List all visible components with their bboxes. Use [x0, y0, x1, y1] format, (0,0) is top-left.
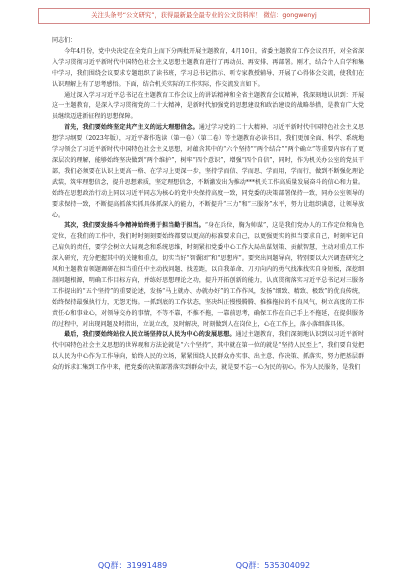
- paragraph: 最后，我们要始终站位人民立场坚持以人民为中心的发展思想。通过主题教育，我们深刻地认识到以习近平新时代中国特色社会主义思想的世界观和方法论就是“六个坚持”，其中就在第一位的就是“坚持人民至上”，我们要自觉把以人民为中心作为工作导向，始终人民的立场，紧紧围绕人民群众办实事、出主意、作决策、抓落实，努力把基层群众的诉求汇集到工作中来，把党委的决策部署落实到群众中去，就是要不忘一心为民的初心。作为人民服务，是我们: [52, 331, 365, 372]
- paragraph: 其次，我们要发扬斗争精神始终勇于担当勤于担当。“身在兵位，胸为帅谋”，这是我们党办人的工作定位和角色定位，在我们的工作中，我们时时刻刻要始终都要以更高的标准要求自己，以更强更实的担当要求自己，时刻牢记自己肩负的责任，要学会树立大局观念和系统思维，时刻紧扣党委中心工作大局出谋划策、贡献智慧，主动对重点工作深入研究，充分把握其中的关键和重点，切实当好“智囊团”和“思想库”。要突出问题导向，特别要以大兴调查研究之风和主题教育领题调研在担当重任中主动找问题、找差距，以自我革命、刀刃向内的勇气找准找实自身短板，深挖细剖问题根源，明确工作目标方向，并练好思想理论之功，提升开拓创新的能力，认真贯彻落实习近平总书记对三服务工作提出的“五个坚持”的重要论述，发扬“马上就办、办就办好”的工作作风，发扬“细致、精致、极致”的优良传统，始终保持最强执行力，无怨无悔。一抓到底的工作状态，坚决纠正慢慢腾腾、推推拖拉的不良风气，树立高度的工作责任心和事业心，对领导交办的事情，不等不靠，不推不拖，一靠前思考，确保工作在自己手上不拖延，在提供服务的过程中，对出现问题及时指出，立说立改，及时解决，时刻做到人在岗位上，心在工作上，落小落细落具体。: [52, 222, 365, 328]
- qq-group-label-2: QQ群：535304092: [235, 561, 311, 570]
- paragraph: 首先，我们要始终坚定共产主义的远大理想信念。通过学习党的二十大精神、习近平新时代中国特色社会主义思想学习纲要（2023年版），习近平著作选读（第一卷）（第二卷）等主题教育必读书目，我们更加全面、科学、系统地学习领会了习近平新时代中国特色社会主义思想，对蕴含其中的“六个坚持”“两个结合”“两个确立”等重要内容有了更深层次的理解，能够始终坚决做到“两个维护”，树牢“四个意识”，增强“四个自信”，同时，作为机关办公室的党员干部，我们必须要在认识上更高一格、在学习上更深一步，坚持学而信、学而思、学而用，学而行，做到不断强化理论武装，筑牢理想信念，提升思想素质，坚定理想信念，不断激发出为推动***机关工作高质量发展奋斗的信心和力量。始终在思想政治行动上同以习近平同志为核心的党中央保持高度一致，同党委的决策部署保持一致，同办公室领导的要求保持一致，不断提高抓落实抓具体抓深入的能力，不断提升“三力”和“三服务”水平，努力让组织满意，让领导放心。: [52, 124, 364, 219]
- footer: [0, 560, 408, 571]
- paragraph-heading: 最后，我们要始终站位人民立场坚持以人民为中心的发展思想。: [64, 331, 236, 339]
- promo-banner: 关注头条号“公文研究”，获得最新最全最专业的公文资料库！ 微信：gongwenyj: [38, 8, 370, 24]
- salutation: 同志们：: [52, 37, 77, 44]
- paragraph-heading: 首先，我们要始终坚定共产主义的远大理想信念。: [64, 124, 199, 132]
- paragraph: 通过深入学习习近平总书记在主题教育工作会议上的讲话精神和全省主题教育会议精神，我深刻地认识到：开展这一主题教育，是深入学习贯彻党的二十大精神，是新时代加强党的思想建设和政治建设的战略举措，是教育广大党员继续迈进新征程的思想保障。: [52, 91, 364, 121]
- paragraph: 今年4月份，党中央决定在全党自上而下分两批开展主题教育，4月10日，省委主题教育工作会议召开，对全省深入学习贯彻习近平新时代中国特色社会主义思想主题教育进行了再动员、再安排、再部署。刚才，结合个人自学和集中学习，我们围绕会议要求专题组织了读书班，学习总书记指示、听专家教授辅导、开展了心得体会交流，使我们在认识理解上有了思考感悟。下面，结合机关实际的工作实际，作交流发言如下。: [52, 47, 364, 88]
- paragraph-heading: 其次，我们要发扬斗争精神始终勇于担当勤于担当。: [64, 222, 205, 230]
- document-body: [52, 36, 364, 374]
- qq-group-label: QQ群：31991489: [97, 561, 168, 570]
